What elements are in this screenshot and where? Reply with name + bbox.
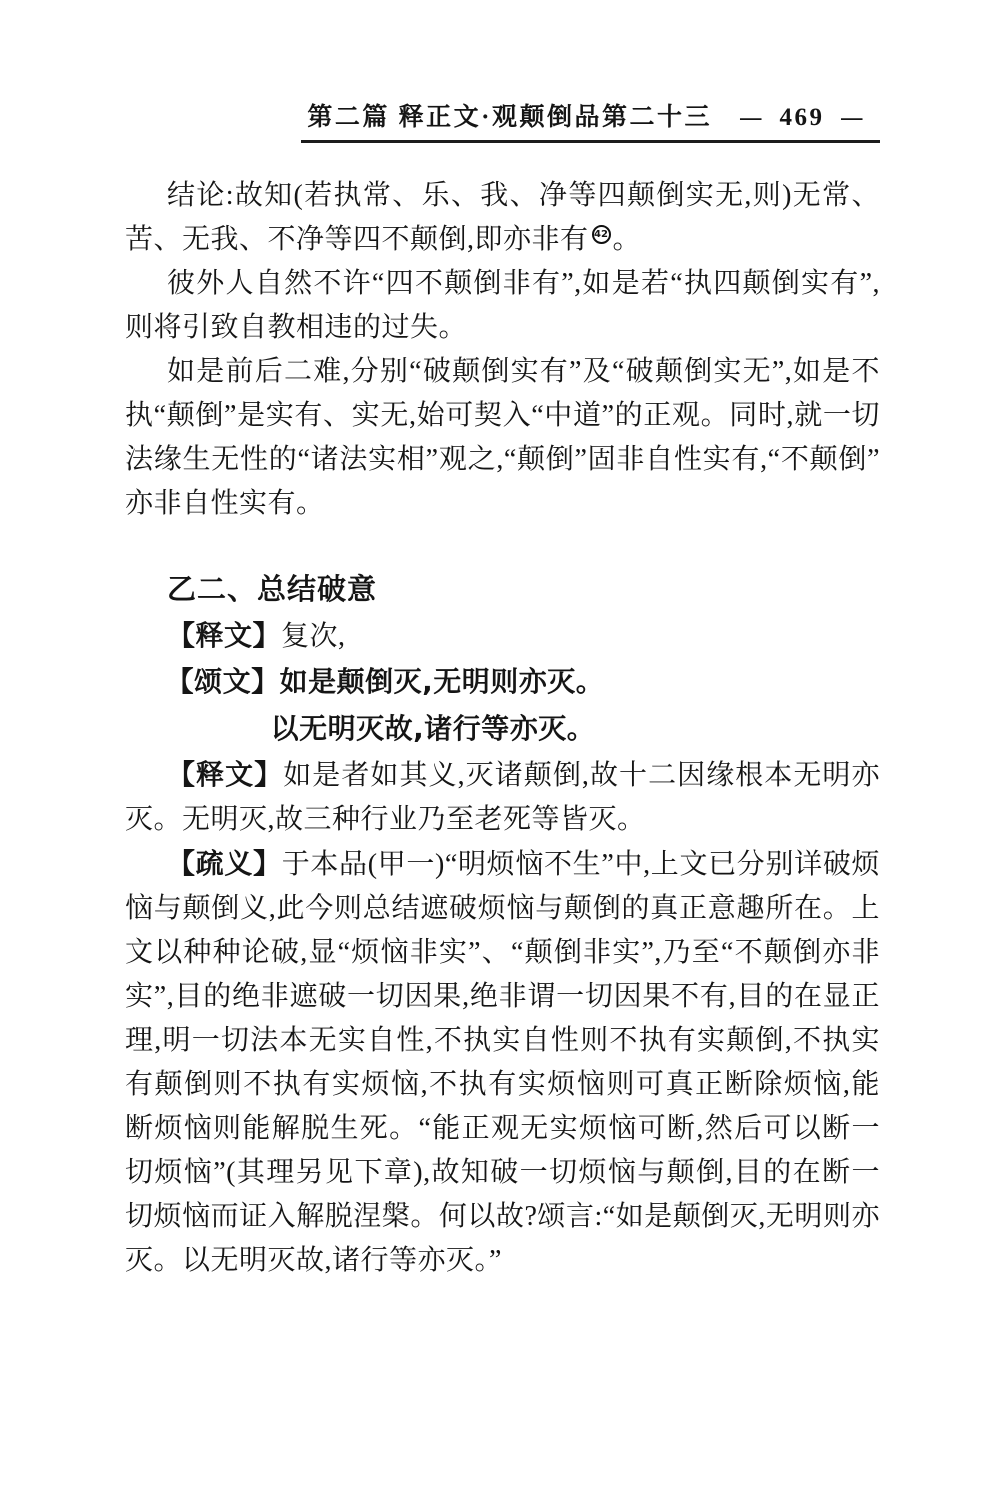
songwen-line1: 如是颠倒灭,无明则亦灭。	[279, 665, 605, 698]
shiwen-main-label: 【释文】	[167, 758, 284, 791]
songwen-line2-paragraph	[125, 706, 880, 753]
page-header	[125, 97, 880, 143]
paragraph-conclusion	[125, 174, 880, 262]
paragraph-conclusion-tail: 。	[612, 224, 642, 255]
paragraph-opponent: 彼外人自然不许“四不颠倒非有”,如是若“执四颠倒实有”,则将引致自教相违的过失。	[125, 268, 880, 343]
paragraph-conclusion-text: 结论:故知(若执常、乐、我、净等四颠倒实无,则)无常、苦、无我、不净等四不颠倒,即亦非有	[125, 180, 880, 255]
songwen-line2: 以无明灭故,诸行等亦灭。	[270, 712, 596, 745]
songwen-line1-paragraph	[125, 659, 880, 706]
shuyi-label: 【疏义】	[167, 847, 282, 880]
running-head	[301, 97, 880, 143]
header-dash-left: —	[740, 104, 764, 131]
shiwen-intro-label: 【释文】	[167, 619, 282, 652]
header-page-number: 469	[779, 104, 825, 131]
songwen-label: 【颂文】	[165, 665, 280, 698]
shuyi-text: 于本品(甲一)“明烦恼不生”中,上文已分别详破烦恼与颠倒义,此今则总结遮破烦恼与颠倒的真正意趣所在。上文以种种论破,显“烦恼非实”、“颠倒非实”,乃至“不颠倒亦非实”,目的绝非遮破一切因果,绝非谓一切因果不有,目的在显正理,明一切法本无实自性,不执实自性则不执有实颠倒,不执实有颠倒则不执有实烦恼,不执有实烦恼则可真正断除烦恼,能断烦恼则能解脱生死。“能正观无实烦恼可断,然后可以断一切烦恼”(其理另见下章),故知破一切烦恼与颠倒,目的在断一切烦恼而证入解脱涅槃。何以故?颂言:“如是颠倒灭,无明则亦灭。以无明灭故,诸行等亦灭。”	[125, 849, 880, 1276]
shiwen-intro-paragraph	[125, 614, 880, 659]
body-text	[125, 174, 880, 1283]
paragraph-middle-way: 如是前后二难,分别“破颠倒实有”及“破颠倒实无”,如是不执“颠倒”是实有、实无,始可契入“中道”的正观。同时,就一切法缘生无性的“诸法实相”观之,“颠倒”固非自性实有,“不颠倒”亦非自性实有。	[125, 356, 880, 519]
header-dash-right: —	[840, 104, 864, 131]
footnote-mark-icon: 42	[592, 225, 611, 244]
header-section-title: 第二篇 释正文·观颠倒品第二十三	[307, 104, 712, 131]
shiwen-intro-text: 复次,	[281, 621, 346, 652]
shuyi-paragraph	[125, 842, 880, 1283]
section-heading: 乙二、总结破意	[167, 572, 378, 606]
shiwen-main-paragraph	[125, 753, 880, 842]
shiwen-main-text: 如是者如其义,灭诸颠倒,故十二因缘根本无明亦灭。无明灭,故三种行业乃至老死等皆灭。	[125, 760, 880, 835]
